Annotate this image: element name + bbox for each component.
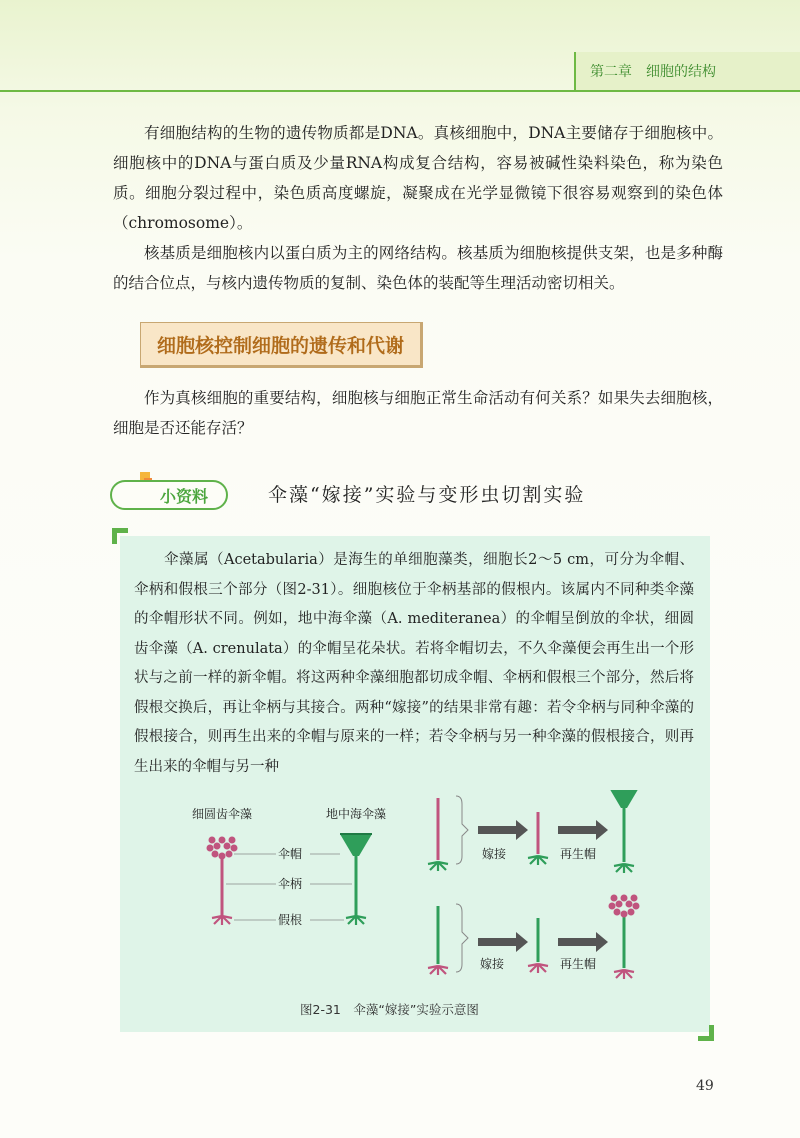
label-regrow-top: 再生帽 <box>560 847 597 861</box>
label-stalk: 伞柄 <box>278 877 303 891</box>
figure-caption: 图2-31 伞藻“嫁接”实验示意图 <box>300 1002 479 1017</box>
label-rhizoid: 假根 <box>278 913 303 927</box>
header-rule <box>0 90 800 92</box>
question-paragraph: 作为真核细胞的重要结构，细胞核与细胞正常生命活动有何关系？如果失去细胞核，细胞是否还能存活？ <box>113 389 723 437</box>
label-mediteranea: 地中海伞藻 <box>326 807 387 821</box>
label-cap: 伞帽 <box>278 847 303 861</box>
paragraph-dna: 有细胞结构的生物的遗传物质都是DNA。真核细胞中，DNA主要储存于细胞核中。细胞核中的DNA与蛋白质及少量RNA构成复合结构，容易被碱性染料染色，称为染色质。细胞分裂过程中，染色质高度螺旋，凝聚成在光学显微镜下很容易观察到的染色体（chromosome）。 <box>113 124 723 232</box>
paragraph-nuclear-matrix: 核基质是细胞核内以蛋白质为主的网络结构。核基质为细胞核提供支架，也是多种酶的结合位点，与核内遗传物质的复制、染色体的装配等生理活动密切相关。 <box>113 244 723 292</box>
intro-text <box>113 118 723 298</box>
section-title: 细胞核控制细胞的遗传和代谢 <box>140 322 423 368</box>
info-paragraph: 伞藻属（Acetabularia）是海生的单细胞藻类，细胞长2～5 cm，可分为伞帽、伞柄和假根三个部分（图2-31）。细胞核位于伞柄基部的假根内。该属内不同种类伞藻的伞帽形状不同。例如，地中海伞藻（A. mediteranea）的伞帽呈倒放的伞状，细圆齿伞藻（A. crenulata）的伞帽呈花朵状。若将伞帽切去，不久伞藻便会再生出一个形状与之前一样的新伞帽。将这两种伞藻细胞都切成伞帽、伞柄和假根三个部分，然后将假根交换后，再让伞柄与其接合。两种“嫁接”的结果非常有趣：若令伞柄与同种伞藻的假根接合，则再生出来的伞帽与原来的一样；若令伞柄与另一种伞藻的假根接合，则再生出来的伞帽与另一种 <box>134 552 694 775</box>
info-box-title: 伞藻“嫁接”实验与变形虫切割实验 <box>268 484 586 506</box>
chapter-header: 第二章 细胞的结构 <box>574 52 800 90</box>
info-box-text <box>134 546 694 782</box>
label-crenulata: 细圆齿伞藻 <box>192 807 253 821</box>
label-graft-bottom: 嫁接 <box>480 957 505 971</box>
acetabularia-figure <box>150 790 690 990</box>
corner-mark-bottom-right-v <box>709 1025 714 1041</box>
page-number: 49 <box>696 1078 714 1094</box>
question-text <box>113 383 723 443</box>
label-graft-top: 嫁接 <box>482 847 507 861</box>
corner-mark-top-left-v <box>112 528 117 544</box>
label-regrow-bottom: 再生帽 <box>560 957 597 971</box>
info-badge-label: 小资料 <box>160 487 209 506</box>
